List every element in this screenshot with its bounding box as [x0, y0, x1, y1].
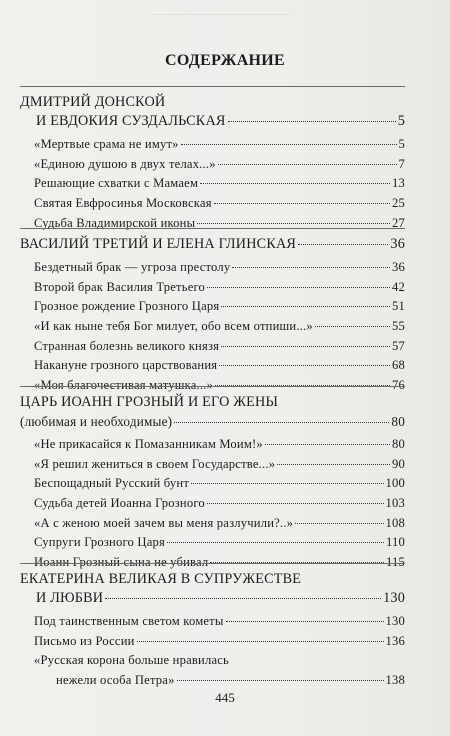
- leader-dots: [105, 598, 381, 599]
- page-number: 445: [215, 690, 235, 705]
- leader-dots: [315, 326, 390, 327]
- entry-title: Судьба Владимирской иконы: [34, 215, 196, 230]
- section-heading-text: И ЛЮБВИ: [36, 590, 104, 606]
- entry-list: [20, 612, 405, 691]
- entry-title: Письмо из России: [34, 633, 135, 648]
- leader-dots: [218, 164, 397, 165]
- section-page-number: 80: [391, 414, 405, 429]
- entry-page-number: 103: [385, 496, 405, 511]
- entry-title: «Единою душою в двух телах...»: [34, 156, 216, 171]
- toc-entry[interactable]: [20, 194, 405, 214]
- leader-dots: [219, 365, 390, 366]
- leader-dots: [207, 503, 384, 504]
- section-heading-line: ДМИТРИЙ ДОНСКОЙ: [20, 94, 166, 110]
- entry-page-number: 42: [392, 279, 405, 294]
- entry-title: Святая Евфросинья Московская: [34, 196, 212, 211]
- entry-page-number: 100: [385, 476, 405, 491]
- toc-entry[interactable]: [20, 297, 405, 317]
- entry-list: [20, 135, 405, 233]
- toc-entry[interactable]: [20, 317, 405, 337]
- leader-dots: [277, 464, 390, 465]
- entry-title: Под таинственным светом кометы: [34, 614, 224, 628]
- leader-dots: [298, 244, 388, 245]
- section-page-number: 5: [397, 113, 405, 129]
- toc-entry[interactable]: [20, 494, 405, 514]
- entry-page-number: 110: [385, 535, 405, 550]
- entry-page-number: 27: [392, 215, 405, 230]
- section-heading-line: [20, 412, 405, 431]
- toc-entry[interactable]: [20, 337, 405, 357]
- leader-dots: [214, 203, 390, 204]
- entry-title: «Я решил жениться в своем Государстве...»: [34, 456, 276, 471]
- entry-page-number: 13: [392, 176, 405, 191]
- toc-entry[interactable]: [20, 135, 405, 155]
- toc-entry[interactable]: [20, 474, 405, 494]
- section-page-number: 130: [383, 590, 405, 606]
- section-heading-line: ЕКАТЕРИНА ВЕЛИКАЯ В СУПРУЖЕСТВЕ: [20, 571, 302, 587]
- entry-page-number: 115: [385, 555, 405, 570]
- section-heading-text: И ЕВДОКИЯ СУЗДАЛЬСКАЯ: [36, 113, 226, 129]
- section-page-number: 36: [390, 236, 405, 252]
- entry-page-number: 25: [392, 196, 405, 211]
- entry-page-number: 90: [392, 456, 405, 471]
- section-heading-text: ВАСИЛИЙ ТРЕТИЙ И ЕЛЕНА ГЛИНСКАЯ: [20, 236, 297, 252]
- leader-dots: [177, 680, 384, 681]
- toc-entry[interactable]: [20, 155, 405, 175]
- bleed-through-line: [150, 14, 290, 21]
- entry-page-number: 76: [392, 378, 405, 393]
- toc-entry-wrapped[interactable]: [20, 651, 405, 690]
- leader-dots: [207, 287, 390, 288]
- leader-dots: [221, 306, 390, 307]
- entry-page-number: 80: [392, 437, 405, 451]
- leader-dots: [265, 444, 390, 445]
- entry-page-number: 36: [392, 260, 405, 274]
- toc-entry[interactable]: [20, 455, 405, 475]
- entry-title: «Моя благочестивая матушка...»: [34, 378, 214, 393]
- entry-title: Второй брак Василия Третьего: [34, 279, 206, 294]
- entry-page-number: 7: [398, 156, 405, 171]
- toc-section: [20, 386, 405, 573]
- section-heading-line: [20, 589, 405, 608]
- entry-title: «Не прикасайся к Помазанникам Моим!»: [34, 437, 263, 451]
- entry-title: Беспощадный Русский бунт: [34, 476, 190, 491]
- toc-section: [20, 563, 405, 691]
- toc-entry[interactable]: [20, 278, 405, 298]
- leader-dots: [167, 542, 384, 543]
- entry-title: Странная болезнь великого князя: [34, 338, 220, 353]
- entry-title: «И как ныне тебя Бог милует, обо всем отпиши...»: [34, 319, 313, 334]
- section-heading-line: ЦАРЬ ИОАНН ГРОЗНЫЙ И ЕГО ЖЕНЫ: [20, 394, 279, 410]
- page-title: СОДЕРЖАНИЕ: [164, 52, 286, 69]
- section-rule: [20, 86, 405, 87]
- leader-dots: [200, 183, 390, 184]
- entry-title: Решающие схватки с Мамаем: [34, 176, 199, 191]
- entry-title: Грозное рождение Грозного Царя: [34, 299, 220, 314]
- entry-page-number: 55: [392, 319, 405, 334]
- leader-dots: [191, 483, 383, 484]
- section-rule: [20, 386, 405, 387]
- leader-dots: [181, 144, 397, 145]
- section-rule: [20, 563, 405, 564]
- entry-title-line2: нежели особа Петра»: [56, 673, 175, 688]
- entry-title-line2-row: [34, 671, 405, 691]
- toc-entry[interactable]: [20, 514, 405, 534]
- toc-entry[interactable]: [20, 435, 405, 455]
- toc-entry[interactable]: [20, 612, 405, 632]
- entry-page-number: 57: [392, 338, 405, 353]
- entry-title: Супруги Грозного Царя: [34, 535, 165, 550]
- toc-entry[interactable]: [20, 174, 405, 194]
- leader-dots: [174, 422, 389, 423]
- section-rule: [20, 228, 405, 229]
- entry-page-number: 68: [392, 358, 405, 373]
- toc-section: [20, 228, 405, 396]
- entry-title: «Мертвые срама не имут»: [34, 137, 179, 151]
- entry-list: [20, 435, 405, 573]
- leader-dots: [221, 346, 390, 347]
- toc-entry[interactable]: [20, 356, 405, 376]
- entry-page-number: 51: [392, 299, 405, 314]
- entry-list: [20, 258, 405, 396]
- entry-title-line1: «Русская корона больше нравилась: [34, 653, 230, 668]
- leader-dots: [137, 641, 384, 642]
- section-heading-text: (любимая и необходимые): [20, 414, 173, 429]
- toc-entry[interactable]: [20, 258, 405, 278]
- leader-dots: [228, 121, 396, 122]
- section-heading-line: [20, 235, 405, 254]
- entry-page-number: 130: [385, 614, 405, 628]
- leader-dots: [232, 267, 390, 268]
- toc-section: [20, 86, 405, 233]
- entry-title: Бездетный брак — угроза престолу: [34, 260, 231, 274]
- entry-page-number: 138: [385, 673, 405, 688]
- leader-dots: [226, 621, 384, 622]
- toc-entry[interactable]: [20, 533, 405, 553]
- leader-dots: [295, 523, 383, 524]
- entry-title: Иоанн Грозный сына не убивал: [34, 555, 209, 570]
- entry-page-number: 108: [385, 515, 405, 530]
- entry-page-number: 136: [385, 633, 405, 648]
- section-heading-line: [20, 112, 405, 131]
- leader-dots: [197, 223, 390, 224]
- entry-title: Накануне грозного царствования: [34, 358, 218, 373]
- toc-entry[interactable]: [20, 632, 405, 652]
- entry-title: «А с женою моей зачем вы меня разлучили?..»: [34, 515, 294, 530]
- entry-page-number: 5: [398, 137, 405, 151]
- entry-title: Судьба детей Иоанна Грозного: [34, 496, 205, 511]
